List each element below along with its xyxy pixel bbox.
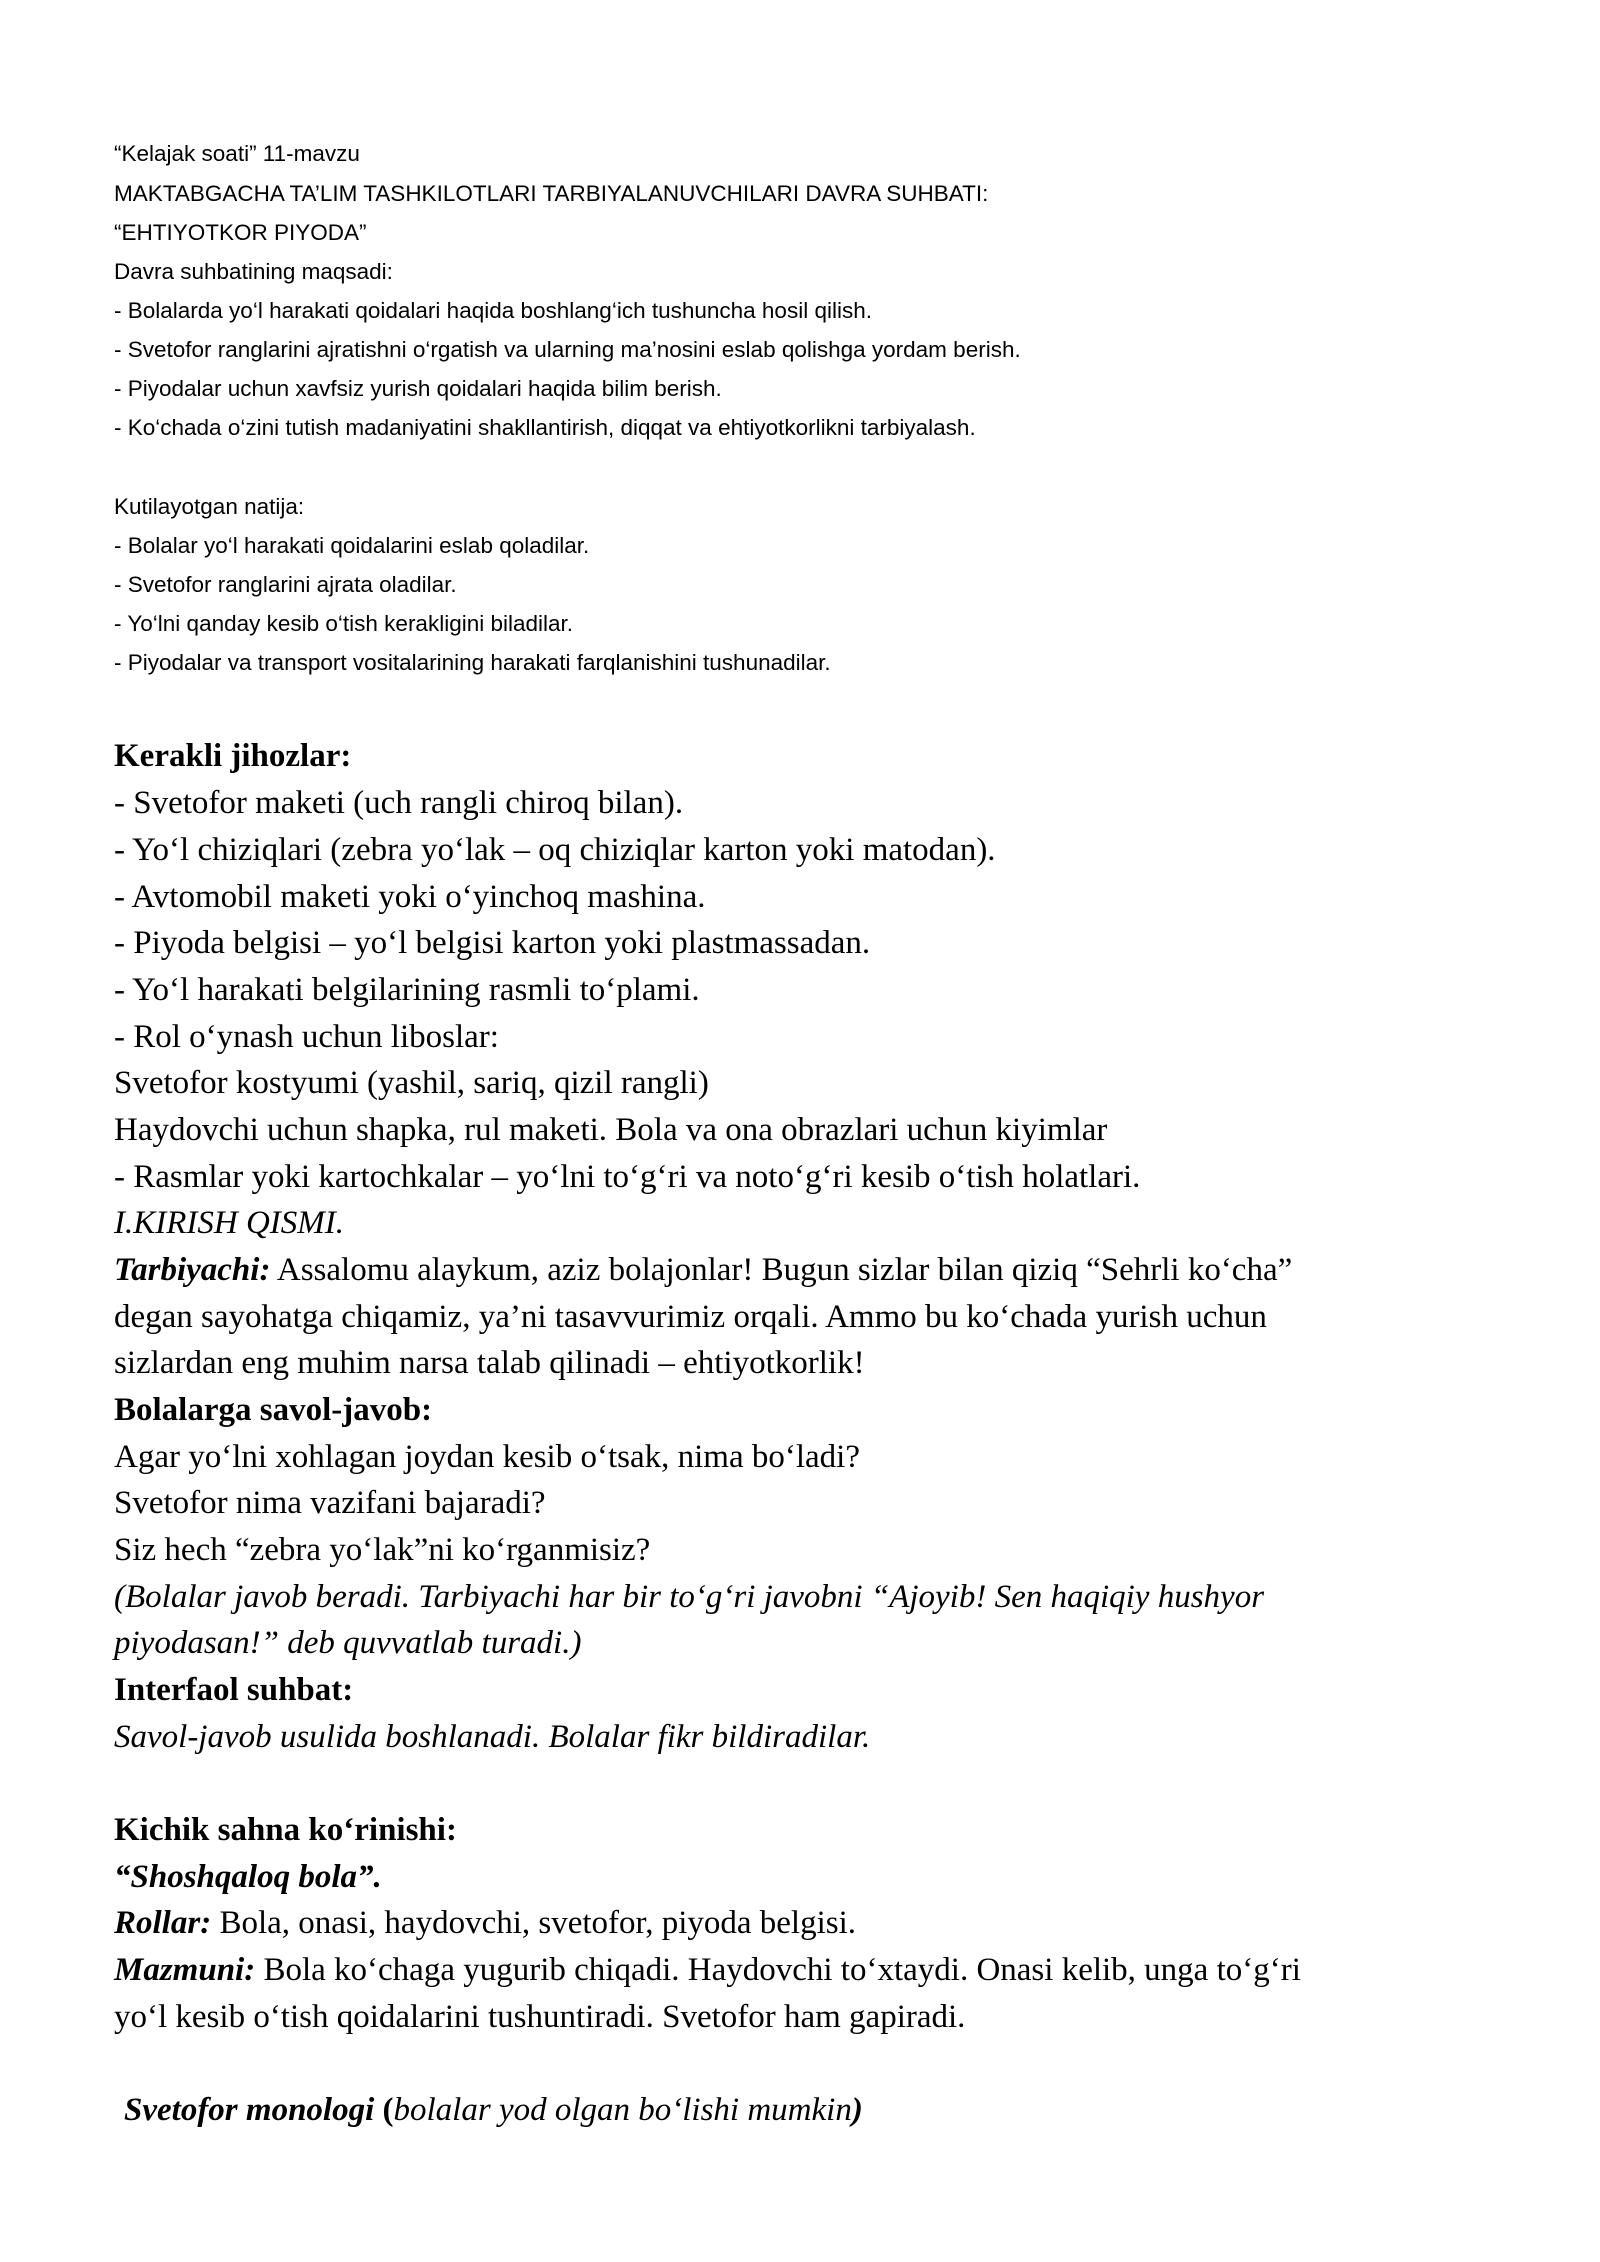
interactive-heading: Interfaol suhbat: (114, 1672, 354, 1708)
roles-text: Bola, onasi, haydovchi, svetofor, piyoda belgisi. (211, 1905, 857, 1941)
qa-heading: Bolalarga savol-javob: (114, 1392, 433, 1428)
goal-item: - Bolalarda yo‘l harakati qoidalari haqida boshlang‘ich tushuncha hosil qilish. (114, 298, 872, 323)
content-label: Mazmuni: (114, 1952, 256, 1988)
qa-note-line: (Bolalar javob beradi. Tarbiyachi har bir to‘g‘ri javobni “Ajoyib! Sen haqiqiy hushyor (114, 1579, 1265, 1615)
equipment-item: - Avtomobil maketi yoki o‘yinchoq mashina. (114, 879, 706, 915)
scene-content-line: yo‘l kesib o‘tish qoidalarini tushuntiradi. Svetofor ham gapiradi. (114, 1999, 966, 2035)
equipment-item: - Svetofor maketi (uch rangli chiroq bilan). (114, 785, 684, 821)
scene-content (114, 1947, 1301, 1993)
equipment-item: - Rasmlar yoki kartochkalar – yo‘lni to‘g‘ri va noto‘g‘ri kesib o‘tish holatlari. (114, 1159, 1141, 1195)
results-heading: Kutilayotgan natija: (114, 494, 305, 519)
intro-speech-line: degan sayohatga chiqamiz, ya’ni tasavvurimiz orqali. Ammo bu ko‘chada yurish uchun (114, 1299, 1267, 1335)
goal-item: - Ko‘chada o‘zini tutish madaniyatini shakllantirish, diqqat va ehtiyotkorlikni tarbiyalash. (114, 415, 976, 440)
scene-roles (114, 1900, 856, 1946)
scene-title: “Shoshqaloq bola”. (114, 1859, 382, 1895)
intro-speech-line (114, 1247, 1292, 1293)
monologue-title: Svetofor monologi (124, 2092, 375, 2128)
result-item: - Piyodalar va transport vositalarining harakati farqlanishini tushunadilar. (114, 650, 831, 675)
goal-item: - Piyodalar uchun xavfsiz yurish qoidalari haqida bilim berish. (114, 376, 722, 401)
monologue-open-paren: ( (374, 2092, 394, 2128)
result-item: - Yo‘lni qanday kesib o‘tish kerakligini biladilar. (114, 611, 574, 636)
equipment-item: Haydovchi uchun shapka, rul maketi. Bola va ona obrazlari uchun kiyimlar (114, 1112, 1108, 1148)
equipment-item: - Yo‘l chiziqlari (zebra yo‘lak – oq chiziqlar karton yoki matodan). (114, 832, 996, 868)
equipment-item: - Yo‘l harakati belgilarining rasmli to‘plami. (114, 972, 700, 1008)
topic-line: “Kelajak soati” 11-mavzu (114, 141, 360, 166)
speech-text: Assalomu alaykum, aziz bolajonlar! Bugun sizlar bilan qiziq “Sehrli ko‘cha” (270, 1252, 1293, 1288)
intro-section-title: I.KIRISH QISMI. (114, 1205, 345, 1241)
equipment-item: - Piyoda belgisi – yo‘l belgisi karton yoki plastmassadan. (114, 925, 871, 961)
qa-note-line: piyodasan!” deb quvvatlab turadi.) (114, 1625, 582, 1661)
qa-question: Svetofor nima vazifani bajaradi? (114, 1485, 546, 1521)
roles-label: Rollar: (114, 1905, 212, 1941)
title-line-1: MAKTABGACHA TA’LIM TASHKILOTLARI TARBIYALANUVCHILARI DAVRA SUHBATI: (114, 181, 989, 206)
monologue-note: bolalar yod olgan bo‘lishi mumkin (393, 2092, 852, 2128)
title-line-2: “EHTIYOTKOR PIYODA” (114, 220, 367, 245)
interactive-text: Savol-javob usulida boshlanadi. Bolalar fikr bildiradilar. (114, 1719, 871, 1755)
equipment-heading: Kerakli jihozlar: (114, 738, 352, 774)
content-text: Bola ko‘chaga yugurib chiqadi. Haydovchi to‘xtaydi. Onasi kelib, unga to‘g‘ri (255, 1952, 1301, 1988)
result-item: - Bolalar yo‘l harakati qoidalarini eslab qoladilar. (114, 533, 590, 558)
scene-heading: Kichik sahna ko‘rinishi: (114, 1812, 457, 1848)
goals-heading: Davra suhbatining maqsadi: (114, 259, 393, 284)
speaker-label: Tarbiyachi: (114, 1252, 271, 1288)
goal-item: - Svetofor ranglarini ajratishni o‘rgatish va ularning ma’nosini eslab qolishga yordam berish. (114, 337, 1021, 362)
equipment-item: - Rol o‘ynash uchun liboslar: (114, 1019, 499, 1055)
intro-speech-line: sizlardan eng muhim narsa talab qilinadi – ehtiyotkorlik! (114, 1345, 865, 1381)
qa-question: Agar yo‘lni xohlagan joydan kesib o‘tsak, nima bo‘ladi? (114, 1439, 860, 1475)
qa-question: Siz hech “zebra yo‘lak”ni ko‘rganmisiz? (114, 1532, 651, 1568)
monologue-title-line (124, 2087, 863, 2133)
equipment-item: Svetofor kostyumi (yashil, sariq, qizil rangli) (114, 1065, 709, 1101)
result-item: - Svetofor ranglarini ajrata oladilar. (114, 572, 457, 597)
monologue-close-paren: ) (851, 2092, 863, 2128)
